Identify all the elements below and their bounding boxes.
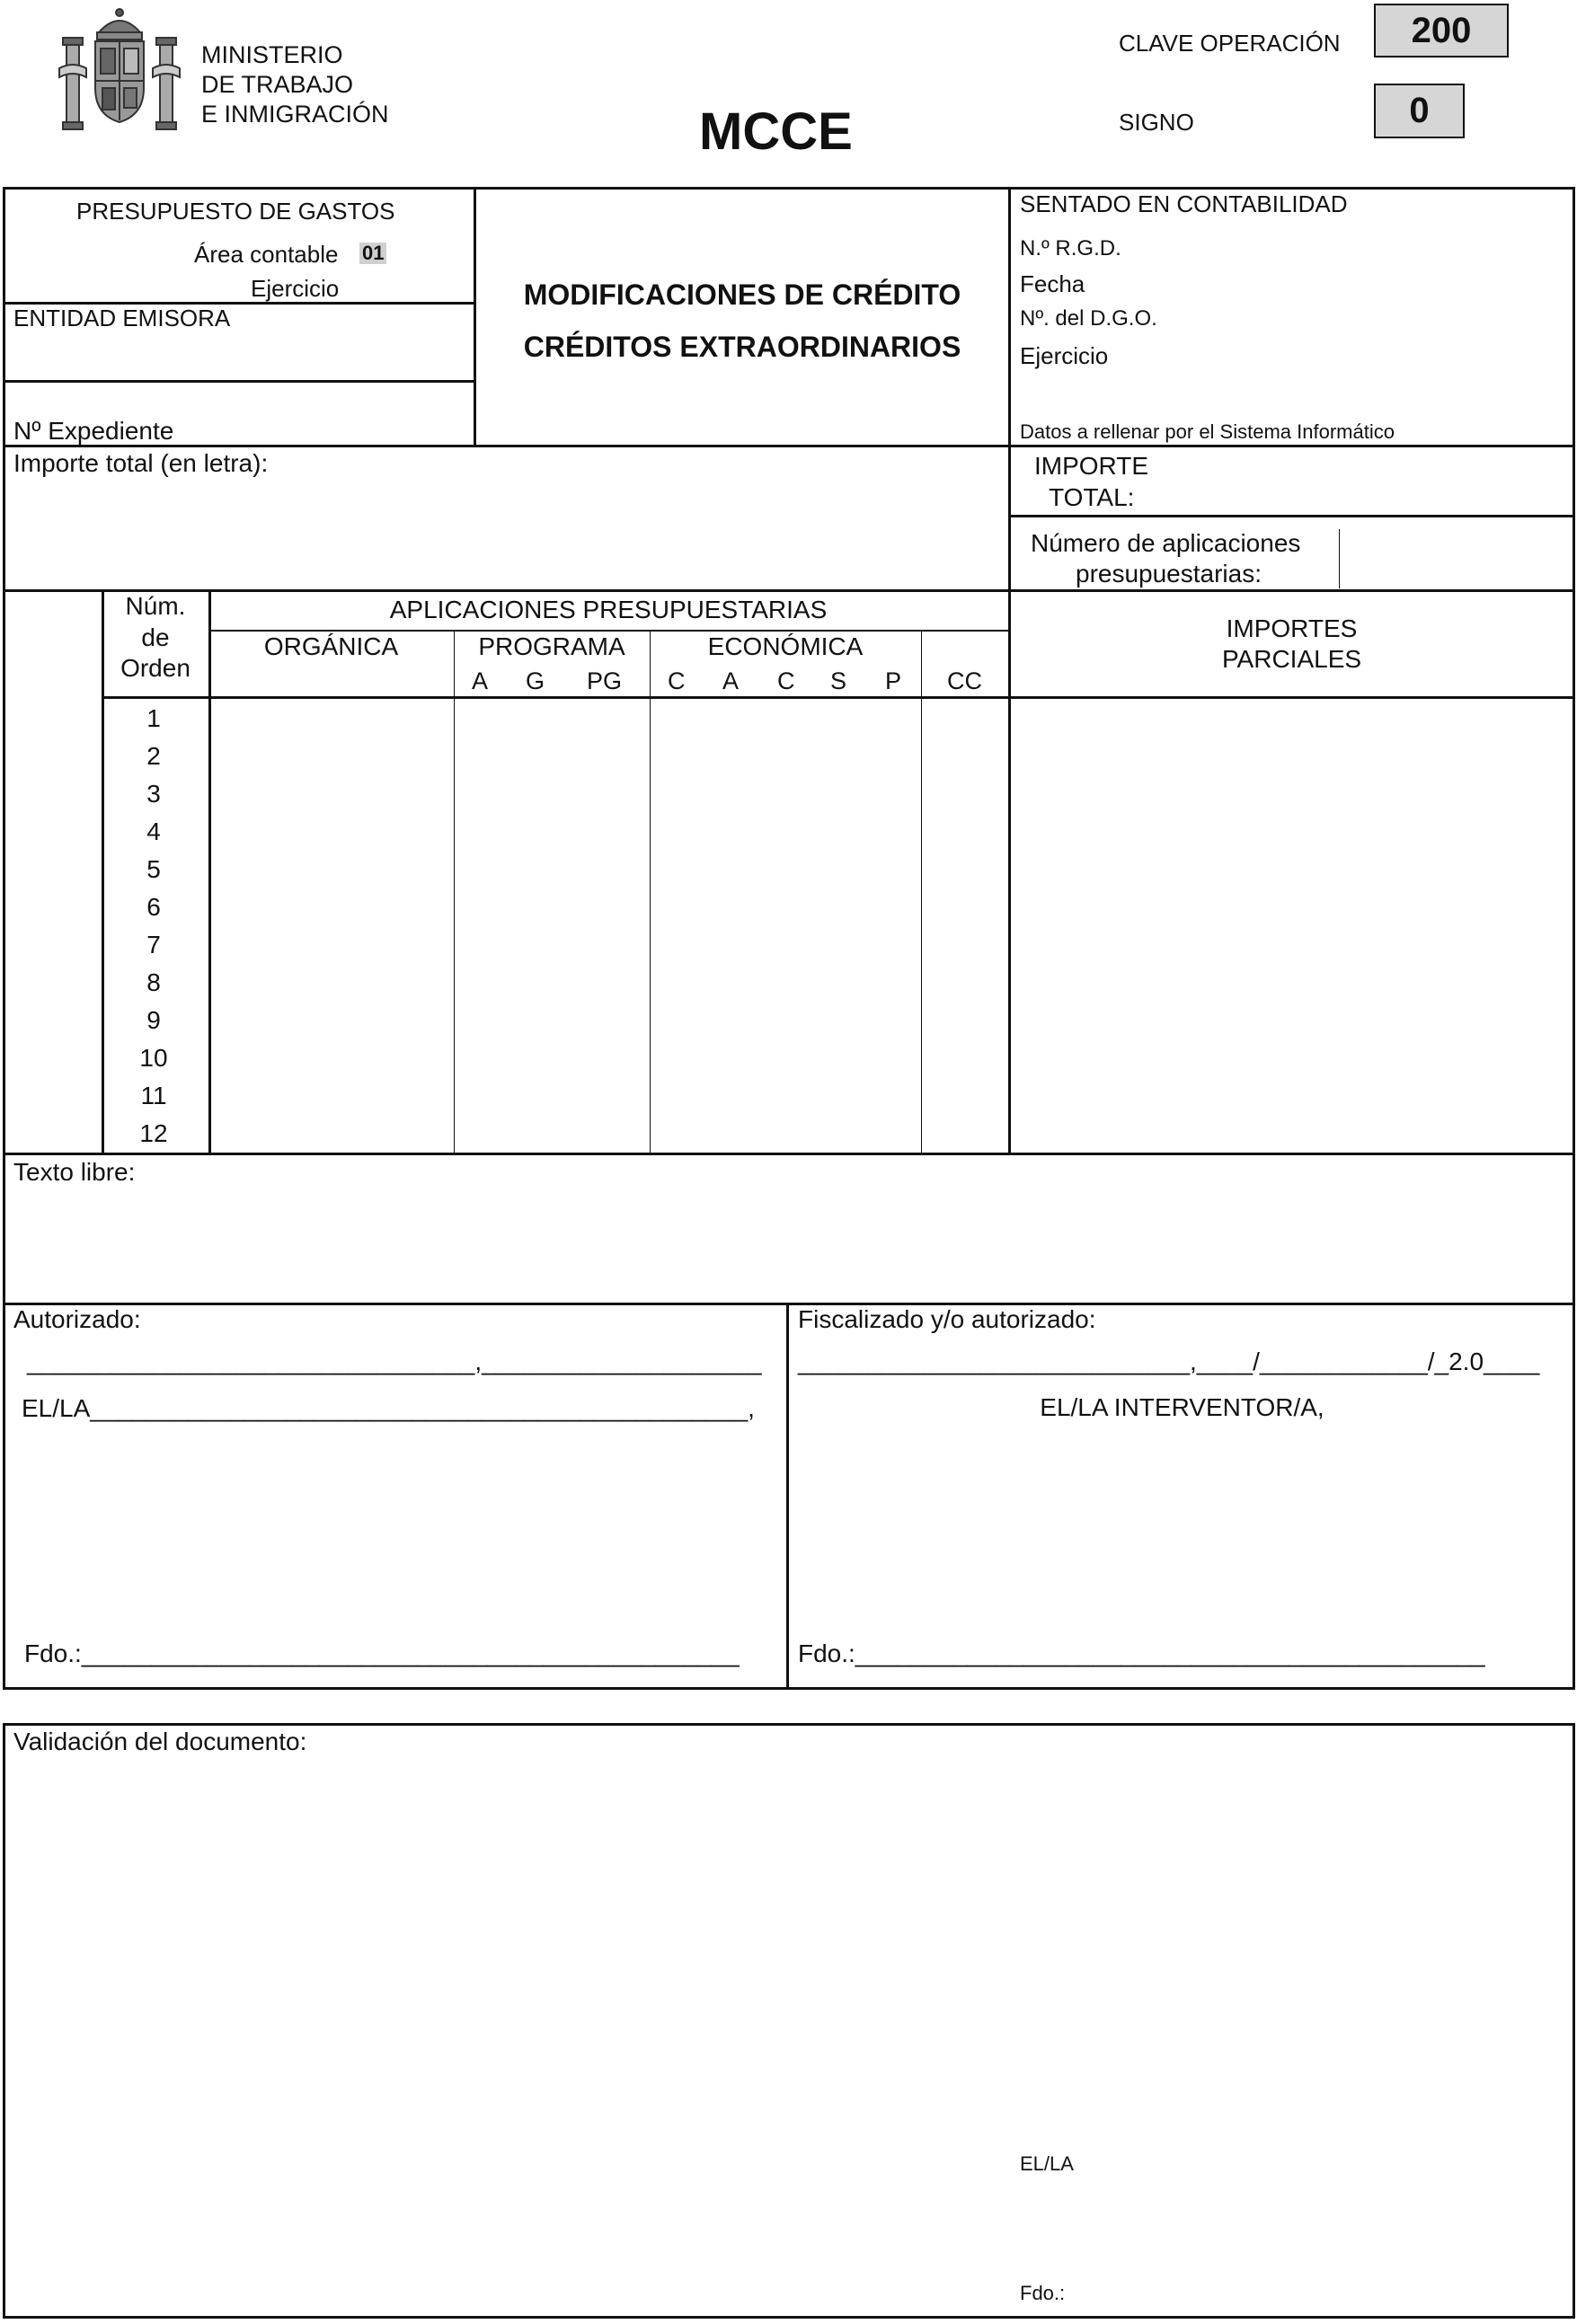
autorizado-place-date-line: ________________________________,____________________ <box>27 1348 762 1375</box>
main-form-frame <box>3 187 1575 1690</box>
form-code: MCCE <box>699 102 853 161</box>
cc-header: CC <box>947 667 982 694</box>
organica-header: ORGÁNICA <box>263 632 399 660</box>
importe-total-line-2: TOTAL: <box>1049 483 1135 511</box>
economica-sub-s: S <box>830 667 847 694</box>
texto-libre-label: Texto libre: <box>13 1158 136 1186</box>
validacion-fdo: Fdo.: <box>1020 2282 1066 2304</box>
clave-operacion-value: 200 <box>1374 4 1509 57</box>
expediente-label: Nº Expediente <box>13 417 174 445</box>
validacion-frame <box>3 1723 1575 2319</box>
table-row: 1 <box>146 704 161 732</box>
ministry-line-1: MINISTERIO <box>201 41 343 68</box>
fiscalizado-label: Fiscalizado y/o autorizado: <box>798 1305 1096 1333</box>
importe-letra-label: Importe total (en letra): <box>13 449 269 477</box>
table-row: 12 <box>139 1119 168 1147</box>
num-aplicaciones-line-1: Número de aplicaciones <box>1031 529 1301 557</box>
table-row: 10 <box>139 1044 168 1072</box>
aplicaciones-header: APLICACIONES PRESUPUESTARIAS <box>389 596 828 623</box>
ejercicio-label: Ejercicio <box>251 275 340 302</box>
title-line-1: MODIFICACIONES DE CRÉDITO <box>523 278 961 311</box>
table-row: 6 <box>146 893 161 921</box>
programa-header: PROGRAMA <box>478 632 625 660</box>
economica-sub-c2: C <box>777 667 795 694</box>
signo-value: 0 <box>1374 84 1465 138</box>
table-row: 2 <box>146 742 161 770</box>
fecha-label: Fecha <box>1020 270 1085 297</box>
table-row: 7 <box>146 931 161 959</box>
economica-sub-p: P <box>885 667 902 694</box>
table-row: 5 <box>146 855 161 883</box>
importes-parciales-line-1: IMPORTES <box>1226 614 1358 642</box>
ministry-line-3: E INMIGRACIÓN <box>201 101 389 128</box>
interventor-label: EL/LA INTERVENTOR/A, <box>1040 1393 1325 1421</box>
economica-header: ECONÓMICA <box>707 632 864 660</box>
title-line-2: CRÉDITOS EXTRAORDINARIOS <box>523 331 961 363</box>
autorizado-label: Autorizado: <box>13 1305 141 1333</box>
table-row: 3 <box>146 780 161 808</box>
area-contable-label: Área contable <box>194 241 339 268</box>
presupuesto-gastos-title: PRESUPUESTO DE GASTOS <box>76 198 395 225</box>
importe-total-line-1: IMPORTE <box>1034 452 1149 480</box>
num-orden-header-3: Orden <box>120 654 190 682</box>
autorizado-fdo-line: Fdo.:_______________________________________________ <box>24 1639 740 1667</box>
fiscalizado-place-date-line: ____________________________,____/____________/_2.0____ <box>798 1348 1540 1375</box>
programa-sub-g: G <box>526 667 545 694</box>
sentado-contabilidad-title: SENTADO EN CONTABILIDAD <box>1020 190 1348 217</box>
coat-of-arms-icon <box>56 5 183 133</box>
table-row: 8 <box>146 968 161 996</box>
entidad-emisora-label: ENTIDAD EMISORA <box>13 305 231 331</box>
validacion-ella: EL/LA <box>1020 2152 1074 2175</box>
signo-label: SIGNO <box>1119 109 1194 136</box>
num-aplicaciones-line-2: presupuestarias: <box>1076 560 1262 588</box>
num-orden-header-1: Núm. <box>125 592 186 620</box>
validacion-label: Validación del documento: <box>13 1728 307 1755</box>
dgo-label: Nº. del D.G.O. <box>1020 306 1157 331</box>
ministry-line-2: DE TRABAJO <box>201 71 354 98</box>
area-contable-value: 01 <box>359 243 386 264</box>
importes-parciales-line-2: PARCIALES <box>1221 645 1362 673</box>
sistema-informatico-note: Datos a rellenar por el Sistema Informático <box>1020 420 1395 443</box>
right-ejercicio-label: Ejercicio <box>1020 342 1109 369</box>
economica-sub-c1: C <box>668 667 686 694</box>
table-row: 9 <box>146 1006 161 1034</box>
table-row: 11 <box>140 1082 167 1109</box>
economica-sub-a: A <box>722 667 740 694</box>
programa-sub-a: A <box>472 667 489 694</box>
num-orden-header-2: de <box>141 623 170 651</box>
clave-operacion-label: CLAVE OPERACIÓN <box>1119 30 1341 57</box>
rgd-label: N.º R.G.D. <box>1020 236 1121 261</box>
autorizado-ella-line: EL/LA_______________________________________________, <box>22 1394 755 1422</box>
fiscalizado-fdo-line: Fdo.:_____________________________________________ <box>798 1639 1485 1667</box>
programa-sub-pg: PG <box>587 667 623 694</box>
table-row: 4 <box>146 817 161 845</box>
